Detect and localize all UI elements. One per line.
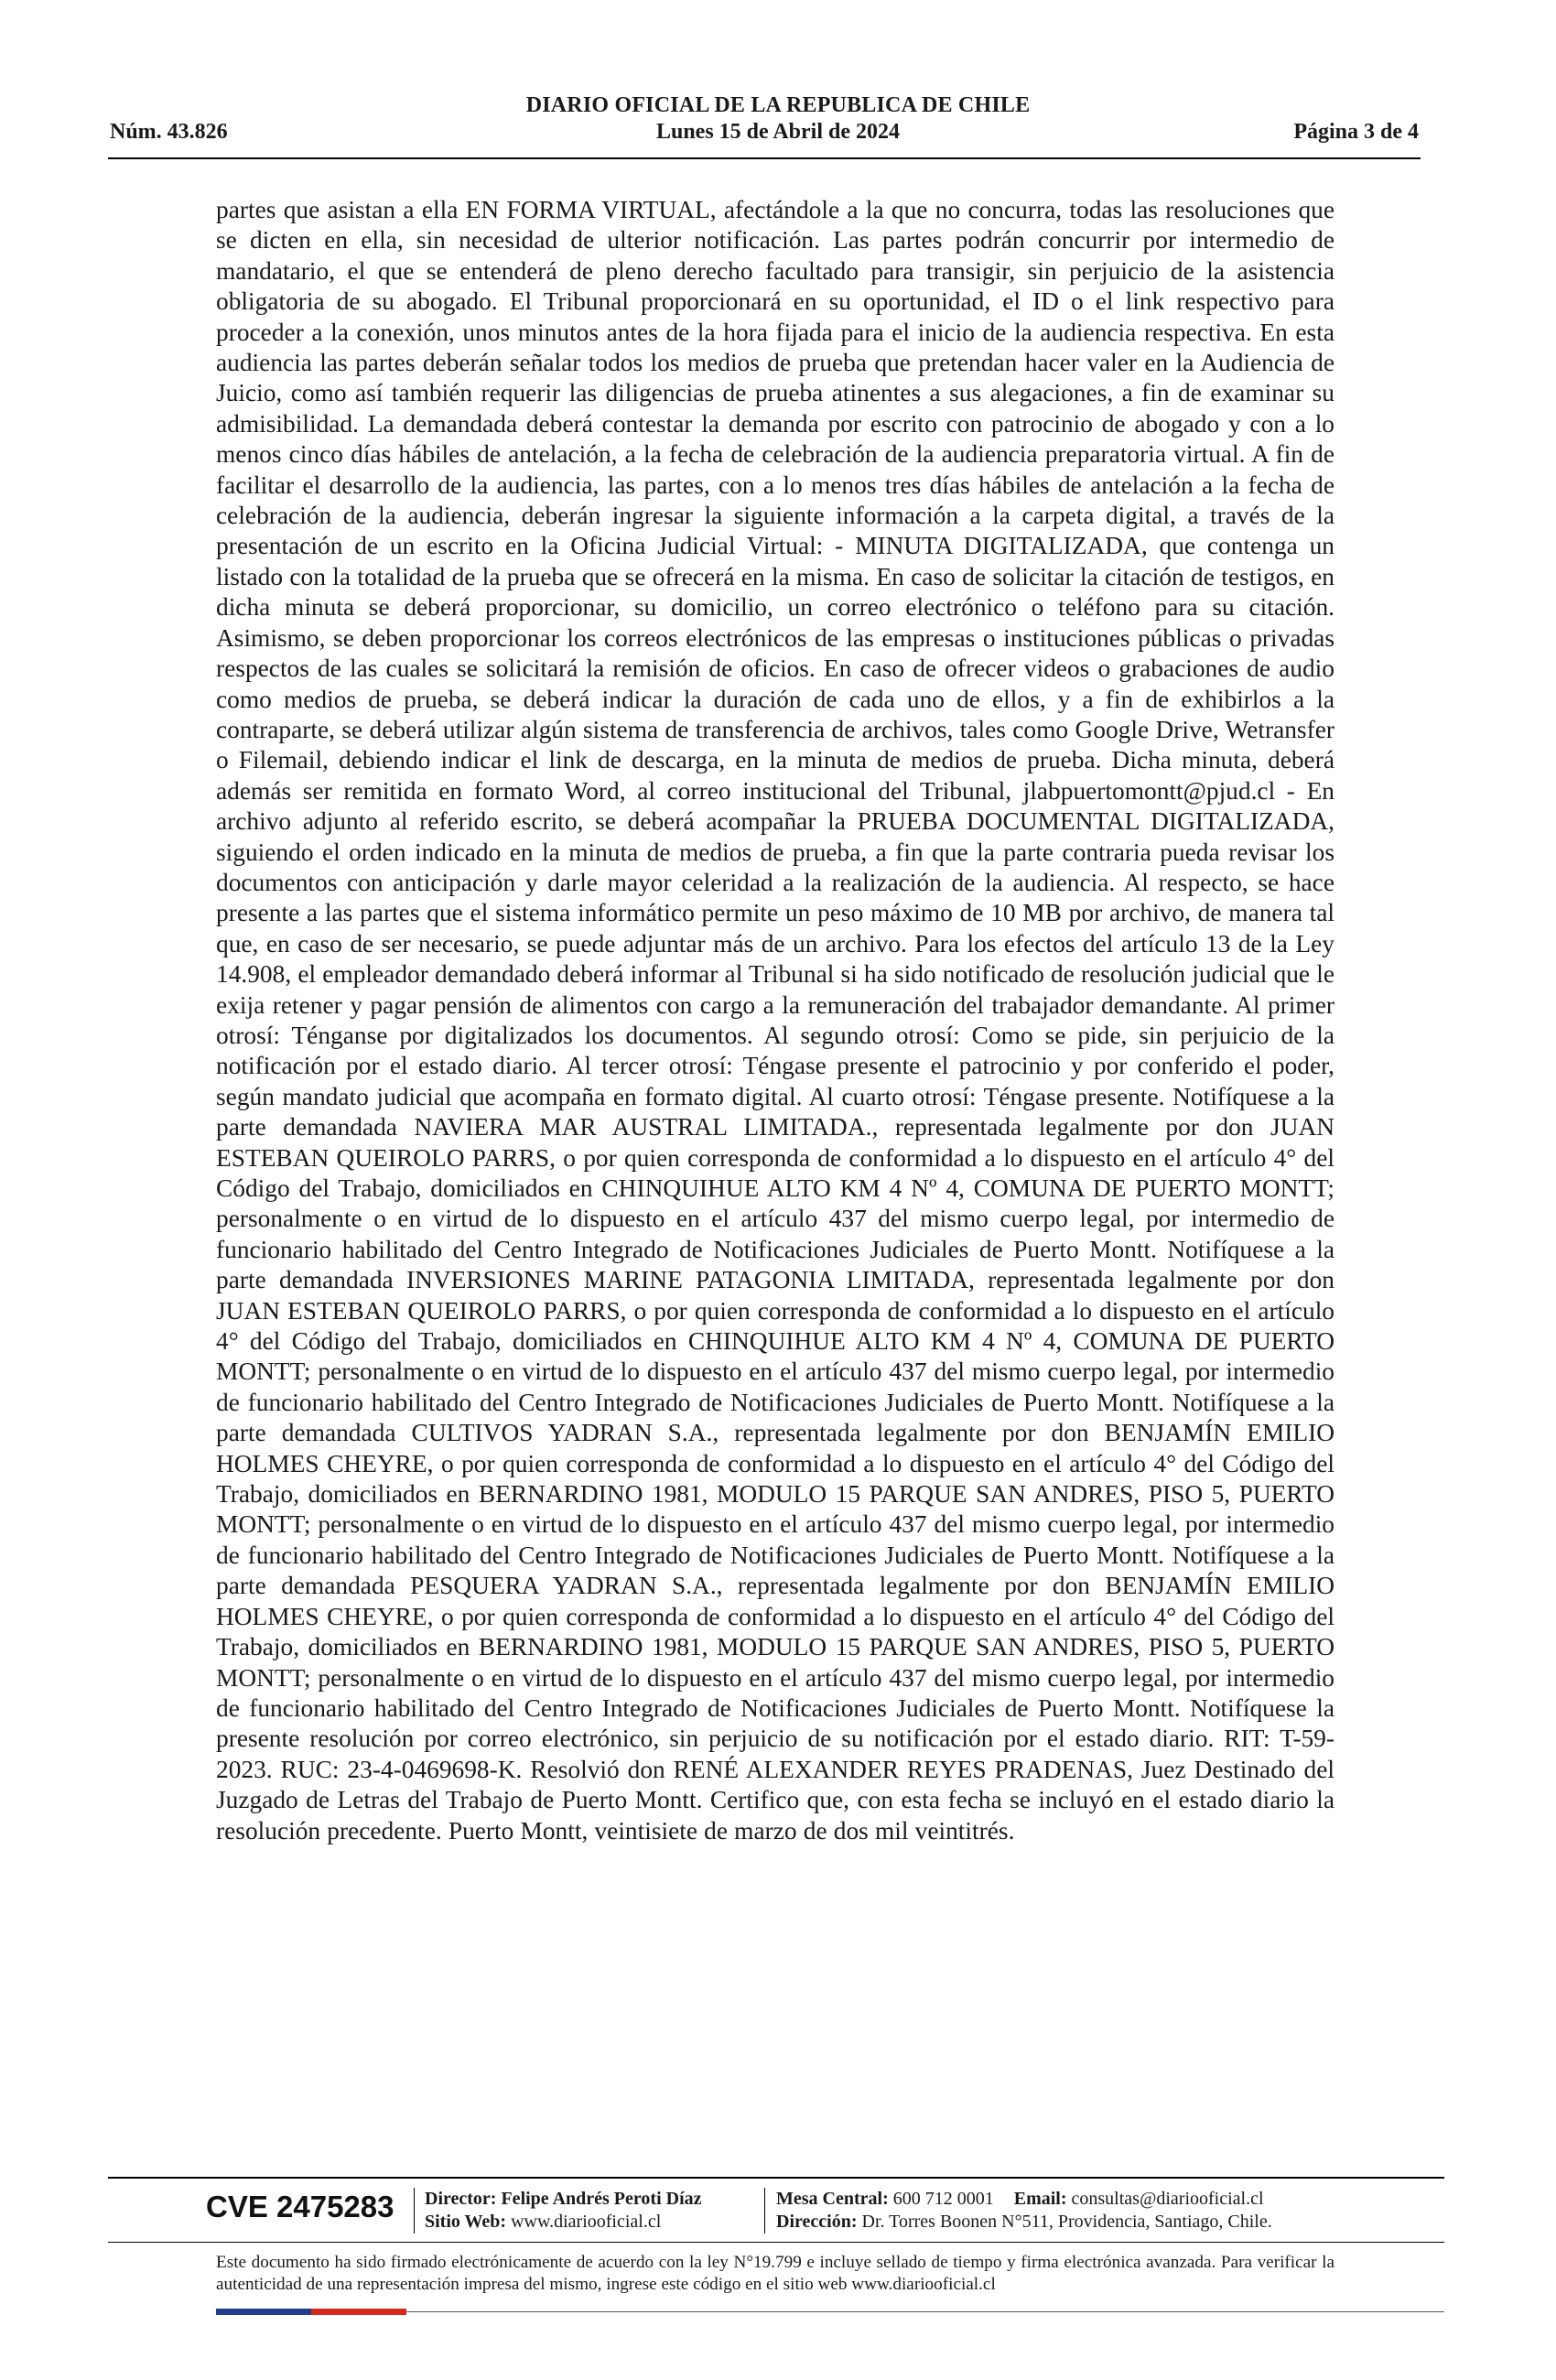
body-text-block: [216, 195, 1334, 1846]
phone-label: Mesa Central:: [776, 2189, 889, 2209]
footer-divider-bottom: [406, 2311, 1444, 2312]
address-text: Dr. Torres Boonen N°511, Providencia, Santiago, Chile.: [861, 2212, 1272, 2232]
footer-contact-block: [776, 2188, 1272, 2234]
chile-flag-stripe: [216, 2309, 406, 2315]
phone-number: 600 712 0001: [892, 2189, 994, 2209]
address-label: Dirección:: [776, 2212, 858, 2232]
footer-separator: [764, 2188, 765, 2234]
issue-number: Núm. 43.826: [110, 120, 228, 144]
director-label: Director:: [425, 2189, 497, 2209]
email-link[interactable]: consultas@diariooficial.cl: [1071, 2189, 1264, 2209]
flag-red-segment: [311, 2309, 406, 2315]
header-divider: [108, 157, 1421, 159]
website-link[interactable]: www.diariooficial.cl: [511, 2212, 662, 2232]
cve-code: CVE 2475283: [206, 2190, 394, 2223]
footer-director-block: [425, 2188, 702, 2234]
footer-divider-middle: [108, 2242, 1444, 2243]
website-label: Sitio Web:: [425, 2212, 507, 2232]
newspaper-title: DIARIO OFICIAL DE LA REPUBLICA DE CHILE: [525, 93, 1031, 117]
email-label: Email:: [1013, 2189, 1067, 2209]
flag-blue-segment: [216, 2309, 311, 2315]
footer-divider-top: [108, 2177, 1444, 2179]
body-paragraph: partes que asistan a ella EN FORMA VIRTUAL, afectándole a la que no concurra, todas las resoluciones que se dicten en ella, sin necesidad de ulterior notificación. Las partes podrán concurrir por intermedio de mandatario, el que se entenderá de pleno derecho facultado para transigir, sin perjuicio de la asistencia obligatoria de su abogado. El Tribunal proporcionará en su oportunidad, el ID o el link respectivo para proceder a la conexión, unos minutos antes de la hora fijada para el inicio de la audiencia respectiva. En esta audiencia las partes deberán señalar todos los medios de prueba que pretendan hacer valer en la Audiencia de Juicio, como así también requerir las diligencias de prueba atinentes a sus alegaciones, a fin de examinar su admisibilidad. La demandada deberá contestar la demanda por escrito con patrocinio de abogado y con a lo menos cinco días hábiles de antelación, a la fecha de celebración de la audiencia preparatoria virtual. A fin de facilitar el desarrollo de la audiencia, las partes, con a lo menos tres días hábiles de antelación a la fecha de celebración de la audiencia, deberán ingresar la siguiente información a la carpeta digital, a través de la presentación de un escrito en la Oficina Judicial Virtual: - MINUTA DIGITALIZADA, que contenga un listado con la totalidad de la prueba que se ofrecerá en la misma. En caso de solicitar la citación de testigos, en dicha minuta se deberá proporcionar, su domicilio, un correo electrónico o teléfono para su citación. Asimismo, se deben proporcionar los correos electrónicos de las empresas o instituciones públicas o privadas respectos de las cuales se solicitará la remisión de oficios. En caso de ofrecer videos o grabaciones de audio como medios de prueba, se deberá indicar la duración de cada uno de ellos, y a fin de exhibirlos a la contraparte, se deberá utilizar algún sistema de transferencia de archivos, tales como Google Drive, Wetransfer o Filemail, debiendo indicar el link de descarga, en la minuta de medios de prueba. Dicha minuta, deberá además ser remitida en formato Word, al correo institucional del Tribunal, jlabpuertomontt@pjud.cl - En archivo adjunto al referido escrito, se deberá acompañar la PRUEBA DOCUMENTAL DIGITALIZADA, siguiendo el orden indicado en la minuta de medios de prueba, a fin que la parte contraria pueda revisar los documentos con anticipación y darle mayor celeridad a la realización de la audiencia. Al respecto, se hace presente a las partes que el sistema informático permite un peso máximo de 10 MB por archivo, de manera tal que, en caso de ser necesario, se puede adjuntar más de un archivo. Para los efectos del artículo 13 de la Ley 14.908, el empleador demandado deberá informar al Tribunal si ha sido notificado de resolución judicial que le exija retener y pagar pensión de alimentos con cargo a la remuneración del trabajador demandante. Al primer otrosí: Ténganse por digitalizados los documentos. Al segundo otrosí: Como se pide, sin perjuicio de la notificación por el estado diario. Al tercer otrosí: Téngase presente el patrocinio y por conferido el poder, según mandato judicial que acompaña en formato digital. Al cuarto otrosí: Téngase presente. Notifíquese a la parte demandada NAVIERA MAR AUSTRAL LIMITADA., representada legalmente por don JUAN ESTEBAN QUEIROLO PARRS, o por quien corresponda de conformidad a lo dispuesto en el artículo 4° del Código del Trabajo, domiciliados en CHINQUIHUE ALTO KM 4 Nº 4, COMUNA DE PUERTO MONTT; personalmente o en virtud de lo dispuesto en el artículo 437 del mismo cuerpo legal, por intermedio de funcionario habilitado del Centro Integrado de Notificaciones Judiciales de Puerto Montt. Notifíquese a la parte demandada INVERSIONES MARINE PATAGONIA LIMITADA, representada legalmente por don JUAN ESTEBAN QUEIROLO PARRS, o por quien corresponda de conformidad a lo dispuesto en el artículo 4° del Código del Trabajo, domiciliados en CHINQUIHUE ALTO KM 4 Nº 4, COMUNA DE PUERTO MONTT; personalmente o en virtud de lo dispuesto en el artículo 437 del mismo cuerpo legal, por intermedio de funcionario habilitado del Centro Integrado de Notificaciones Judiciales de Puerto Montt. Notifíquese a la parte demandada CULTIVOS YADRAN S.A., representada legalmente por don BENJAMÍN EMILIO HOLMES CHEYRE, o por quien corresponda de conformidad a lo dispuesto en el artículo 4° del Código del Trabajo, domiciliados en BERNARDINO 1981, MODULO 15 PARQUE SAN ANDRES, PISO 5, PUERTO MONTT; personalmente o en virtud de lo dispuesto en el artículo 437 del mismo cuerpo legal, por intermedio de funcionario habilitado del Centro Integrado de Notificaciones Judiciales de Puerto Montt. Notifíquese a la parte demandada PESQUERA YADRAN S.A., representada legalmente por don BENJAMÍN EMILIO HOLMES CHEYRE, o por quien corresponda de conformidad a lo dispuesto en el artículo 4° del Código del Trabajo, domiciliados en BERNARDINO 1981, MODULO 15 PARQUE SAN ANDRES, PISO 5, PUERTO MONTT; personalmente o en virtud de lo dispuesto en el artículo 437 del mismo cuerpo legal, por intermedio de funcionario habilitado del Centro Integrado de Notificaciones Judiciales de Puerto Montt. Notifíquese la presente resolución por correo electrónico, sin perjuicio de su notificación por el estado diario. RIT: T-59-2023. RUC: 23-4-0469698-K. Resolvió don RENÉ ALEXANDER REYES PRADENAS, Juez Destinado del Juzgado de Letras del Trabajo de Puerto Montt. Certifico que, con esta fecha se incluyó en el estado diario la resolución precedente. Puerto Montt, veintisiete de marzo de dos mil veintitrés.: [216, 196, 1334, 1844]
issue-date: Lunes 15 de Abril de 2024: [655, 120, 901, 144]
page-indicator: Página 3 de 4: [1293, 120, 1419, 144]
legal-notice: Este documento ha sido firmado electrónicamente de acuerdo con la ley N°19.799 e incluye sellado de tiempo y firma electrónica avanzada. Para verificar la autenticidad de una representación impresa del mismo, ingrese este código en el sitio web www.diariooficial.cl: [216, 2253, 1334, 2294]
footer-separator: [414, 2188, 415, 2234]
director-name: Felipe Andrés Peroti Díaz: [501, 2189, 702, 2209]
